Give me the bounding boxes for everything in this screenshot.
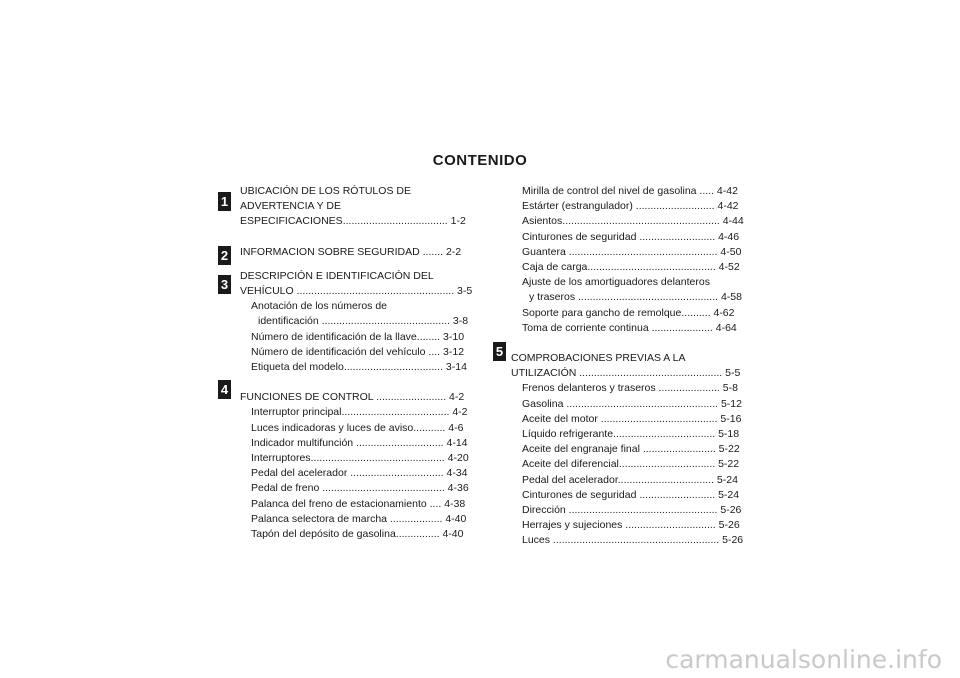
toc-subentry[interactable]: Caja de carga............................................ 4-52: [522, 261, 740, 274]
section-badge-5: 5: [493, 342, 506, 361]
section-badge-4: 4: [218, 380, 231, 399]
toc-subentry[interactable]: Palanca del freno de estacionamiento .... 4-38: [251, 497, 466, 510]
section-badge-1: 1: [218, 192, 231, 211]
watermark: carmanualsonline.info: [665, 645, 942, 674]
toc-left-column: [240, 184, 473, 542]
toc-subentry[interactable]: Pedal del acelerador ................................ 4-34: [251, 467, 468, 480]
toc-subentry[interactable]: Anotación de los números de: [251, 300, 388, 313]
section-badge-3: 3: [218, 275, 231, 294]
toc-subentry[interactable]: Pedal de freno .......................................... 4-36: [251, 482, 469, 495]
toc-subentry[interactable]: Interruptores.............................................. 4-20: [251, 452, 469, 465]
toc-subentry[interactable]: Aceite del motor ........................................ 5-16: [522, 412, 742, 425]
toc-subentry[interactable]: Aceite del diferencial................................. 5-22: [522, 458, 740, 471]
toc-entry[interactable]: ADVERTENCIA Y DE: [240, 200, 341, 213]
toc-subentry[interactable]: Soporte para gancho de remolque.......... 4-62: [522, 306, 735, 319]
toc-subentry[interactable]: Asientos...................................................... 4-44: [522, 215, 744, 228]
toc-subentry[interactable]: y traseros ................................................ 4-58: [529, 291, 742, 304]
toc-entry[interactable]: ESPECIFICACIONES.................................... 1-2: [240, 215, 466, 228]
toc-entry[interactable]: UBICACIÓN DE LOS RÓTULOS DE: [240, 185, 411, 197]
toc-subentry[interactable]: Toma de corriente continua ..................... 4-64: [522, 321, 737, 334]
toc-subentry[interactable]: Guantera ................................................... 4-50: [522, 245, 742, 258]
toc-subentry[interactable]: Líquido refrigerante................................... 5-18: [522, 428, 740, 441]
toc-subentry[interactable]: Luces ......................................................... 5-26: [522, 534, 744, 547]
toc-entry[interactable]: DESCRIPCIÓN E IDENTIFICACIÓN DEL: [240, 269, 434, 282]
toc-subentry[interactable]: Cinturones de seguridad .......................... 5-24: [522, 488, 740, 501]
toc-entry[interactable]: COMPROBACIONES PREVIAS A LA: [511, 352, 686, 365]
toc-subentry[interactable]: Número de identificación del vehículo .... 3-12: [251, 345, 465, 358]
toc-subentry[interactable]: Cinturones de seguridad .......................... 4-46: [522, 230, 740, 243]
toc-subentry[interactable]: Dirección ................................................... 5-26: [522, 504, 742, 517]
toc-subentry[interactable]: Mirilla de control del nivel de gasolina ..... 4-42: [522, 185, 738, 197]
toc-right-column: [511, 184, 744, 549]
toc-subentry[interactable]: Palanca selectora de marcha .................. 4-40: [251, 512, 467, 525]
toc-subentry[interactable]: Pedal del acelerador................................. 5-24: [522, 473, 738, 486]
toc-subentry[interactable]: Luces indicadoras y luces de aviso........... 4-6: [251, 421, 464, 434]
toc-entry[interactable]: UTILIZACIÓN ................................................. 5-5: [511, 367, 741, 380]
toc-subentry[interactable]: Estárter (estrangulador) ........................... 4-42: [522, 200, 739, 213]
toc-subentry[interactable]: Ajuste de los amortiguadores delanteros: [522, 276, 710, 289]
toc-subentry[interactable]: Número de identificación de la llave........ 3-10: [251, 330, 465, 343]
toc-entry[interactable]: FUNCIONES DE CONTROL ........................ 4-2: [240, 391, 465, 404]
toc-subentry[interactable]: Aceite del engranaje final ......................... 5-22: [522, 443, 740, 456]
page-title: CONTENIDO: [432, 152, 528, 169]
toc-subentry[interactable]: Gasolina .................................................... 5-12: [522, 397, 742, 410]
toc-subentry[interactable]: Herrajes y sujeciones ............................... 5-26: [522, 519, 740, 532]
toc-entry[interactable]: VEHÍCULO ...................................................... 3-5: [240, 285, 473, 298]
toc-subentry[interactable]: Indicador multifunción .............................. 4-14: [251, 436, 468, 449]
toc-entry[interactable]: INFORMACION SOBRE SEGURIDAD ....... 2-2: [240, 245, 462, 258]
toc-subentry[interactable]: Tapón del depósito de gasolina............... 4-40: [251, 528, 464, 541]
toc-subentry[interactable]: identificación ............................................ 3-8: [258, 315, 469, 328]
section-badge-2: 2: [218, 246, 231, 265]
toc-subentry[interactable]: Interruptor principal..................................... 4-2: [251, 406, 468, 419]
toc-subentry[interactable]: Etiqueta del modelo.................................. 3-14: [251, 361, 467, 374]
toc-subentry[interactable]: Frenos delanteros y traseros ..................... 5-8: [522, 382, 738, 395]
